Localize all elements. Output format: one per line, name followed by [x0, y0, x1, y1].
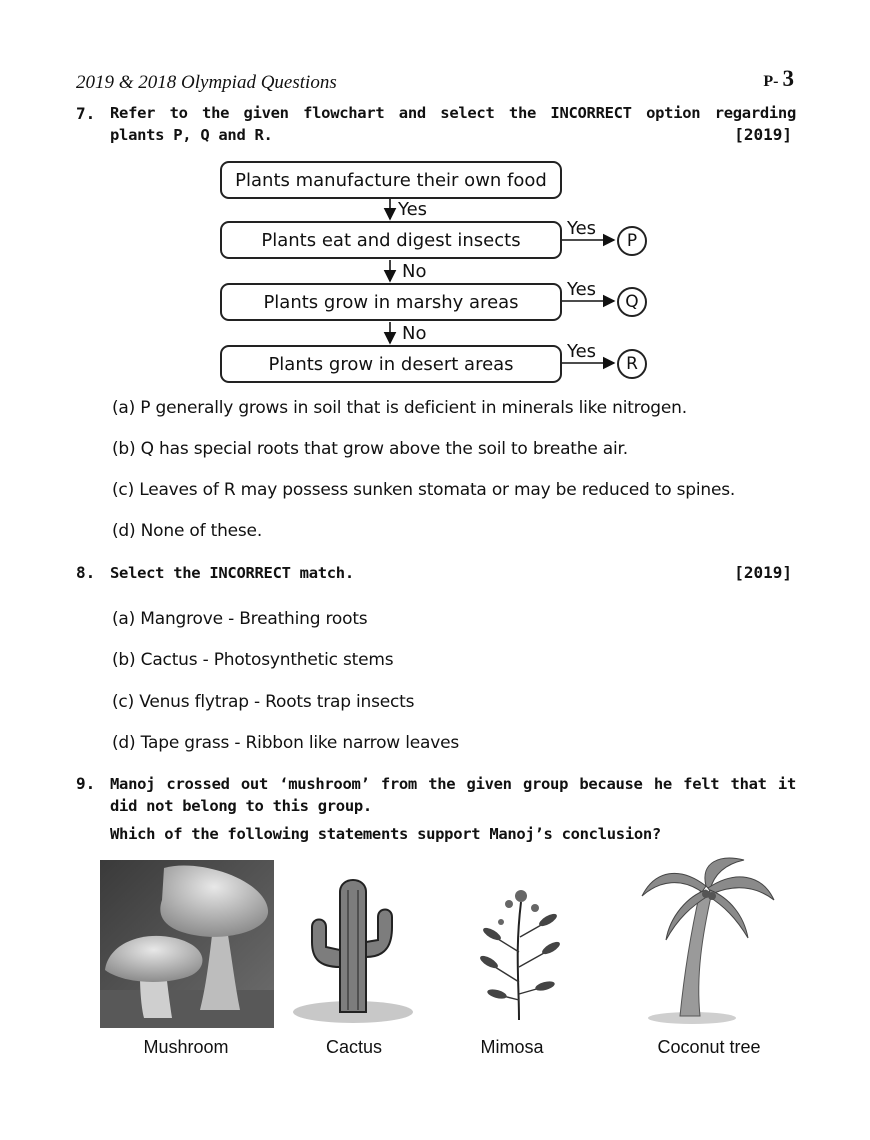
flow-label-right-3: Yes — [567, 341, 597, 362]
mushroom-image — [100, 860, 274, 1028]
q8-year: [2019] — [734, 563, 792, 582]
caption-mimosa: Mimosa — [480, 1037, 544, 1057]
q9-text-line1: Manoj crossed out ‘mushroom’ from the given group because he felt that it — [110, 775, 796, 793]
flow-label-down-3: No — [402, 323, 427, 344]
q9-number: 9. — [76, 774, 96, 793]
flow-output-r: R — [617, 349, 647, 379]
q7-text-line2: plants P, Q and R. — [110, 126, 273, 144]
q8-text: Select the INCORRECT match. — [110, 564, 354, 582]
q7-number: 7. — [76, 104, 96, 123]
caption-coconut-tree: Coconut tree — [657, 1037, 761, 1057]
cactus-image — [292, 872, 414, 1024]
page-number-value: 3 — [782, 66, 794, 91]
page-prefix: P- — [763, 73, 779, 90]
q8-option-c: (c) Venus flytrap - Roots trap insects — [112, 692, 415, 712]
caption-cactus: Cactus — [325, 1037, 383, 1057]
q8-option-b: (b) Cactus - Photosynthetic stems — [112, 650, 394, 670]
flow-box-desert-areas: Plants grow in desert areas — [220, 345, 562, 383]
q8-number: 8. — [76, 563, 96, 582]
flow-output-q: Q — [617, 287, 647, 317]
q7-option-c: (c) Leaves of R may possess sunken stomata or may be reduced to spines. — [112, 480, 736, 500]
flow-box-marshy-areas: Plants grow in marshy areas — [220, 283, 562, 321]
flow-output-p: P — [617, 226, 647, 256]
flow-label-down-1: Yes — [398, 199, 428, 220]
flow-box-manufacture-food: Plants manufacture their own food — [220, 161, 562, 199]
q8-option-d: (d) Tape grass - Ribbon like narrow leaves — [112, 733, 459, 753]
mimosa-image — [475, 882, 563, 1022]
q9-text-line2: did not belong to this group. — [110, 797, 372, 815]
flow-label-right-2: Yes — [567, 279, 597, 300]
coconut-tree-image — [640, 856, 776, 1026]
flow-box-eat-insects: Plants eat and digest insects — [220, 221, 562, 259]
q7-option-b: (b) Q has special roots that grow above the soil to breathe air. — [112, 439, 628, 459]
q8-option-a: (a) Mangrove - Breathing roots — [112, 609, 368, 629]
flow-label-right-1: Yes — [567, 218, 597, 239]
q7-text-line1: Refer to the given flowchart and select the INCORRECT option regarding — [110, 104, 796, 122]
running-header: 2019 & 2018 Olympiad Questions — [76, 72, 337, 93]
flow-label-down-2: No — [402, 261, 427, 282]
q9-text-line3: Which of the following statements support Manoj’s conclusion? — [110, 825, 661, 843]
q7-option-d: (d) None of these. — [112, 521, 263, 541]
caption-mushroom: Mushroom — [143, 1037, 229, 1057]
q7-option-a: (a) P generally grows in soil that is deficient in minerals like nitrogen. — [112, 398, 687, 418]
q7-year: [2019] — [734, 125, 792, 144]
